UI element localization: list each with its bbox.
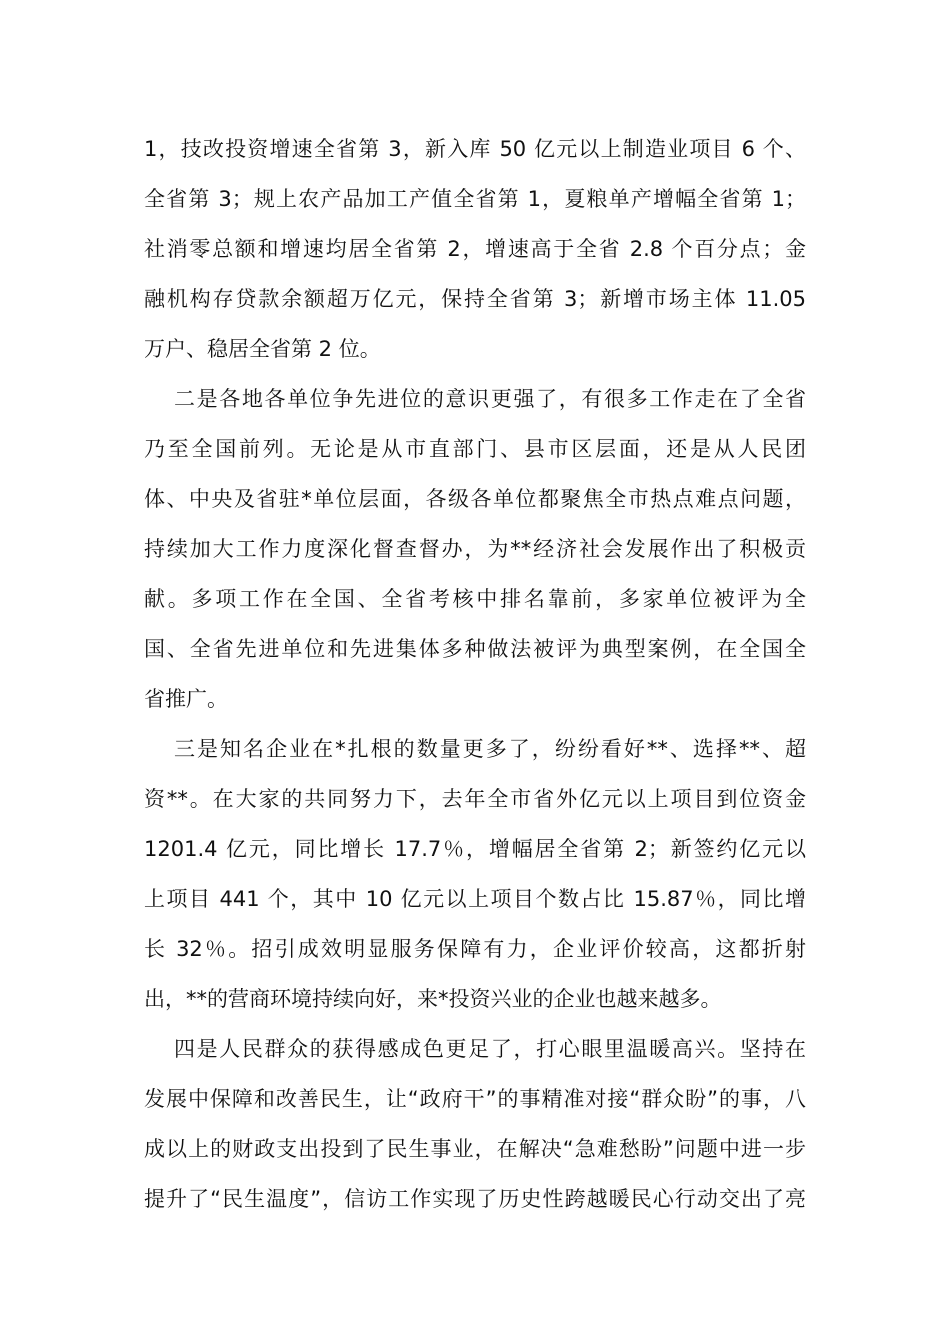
text-line: 献。多项工作在全国、全省考核中排名靠前，多家单位被评为全 [144,587,806,611]
text-line: 国、全省先进单位和先进集体多种做法被评为典型案例，在全国全 [144,637,806,661]
text-line: 长 32％。招引成效明显服务保障有力，企业评价较高，这都折射 [144,937,806,961]
text-line: 社消零总额和增速均居全省第 2，增速高于全省 2.8 个百分点；金 [144,237,806,261]
paragraph-2-start: 二是各地各单位争先进位的意识更强了，有很多工作走在了全省 [174,387,806,411]
text-line: 万户、稳居全省第 2 位。 [144,337,381,361]
text-line: 上项目 441 个，其中 10 亿元以上项目个数占比 15.87％，同比增 [144,887,806,911]
text-line: 1201.4 亿元，同比增长 17.7％，增幅居全省第 2；新签约亿元以 [144,837,806,861]
text-line: 持续加大工作力度深化督查督办，为**经济社会发展作出了积极贡 [144,537,806,561]
text-line: 出，**的营商环境持续向好，来*投资兴业的企业也越来越多。 [144,987,722,1011]
paragraph-4-start: 四是人民群众的获得感成色更足了，打心眼里温暖高兴。坚持在 [174,1037,806,1061]
text-line: 融机构存贷款余额超万亿元，保持全省第 3；新增市场主体 11.05 [144,287,806,311]
text-line: 成以上的财政支出投到了民生事业，在解决“急难愁盼”问题中进一步 [144,1137,806,1161]
text-line: 体、中央及省驻*单位层面，各级各单位都聚焦全市热点难点问题， [144,487,806,511]
text-line: 全省第 3；规上农产品加工产值全省第 1，夏粮单产增幅全省第 1； [144,187,806,211]
text-line: 乃至全国前列。无论是从市直部门、县市区层面，还是从人民团 [144,437,806,461]
text-line: 省推广。 [144,687,228,711]
text-line: 资**。在大家的共同努力下，去年全市省外亿元以上项目到位资金 [144,787,806,811]
text-line: 1，技改投资增速全省第 3，新入库 50 亿元以上制造业项目 6 个、 [144,137,806,161]
text-line: 发展中保障和改善民生，让“政府干”的事精准对接“群众盼”的事，八 [144,1087,806,1111]
paragraph-3-start: 三是知名企业在*扎根的数量更多了，纷纷看好**、选择**、超 [174,737,806,761]
text-line: 提升了“民生温度”，信访工作实现了历史性跨越暖民心行动交出了亮 [144,1187,806,1211]
